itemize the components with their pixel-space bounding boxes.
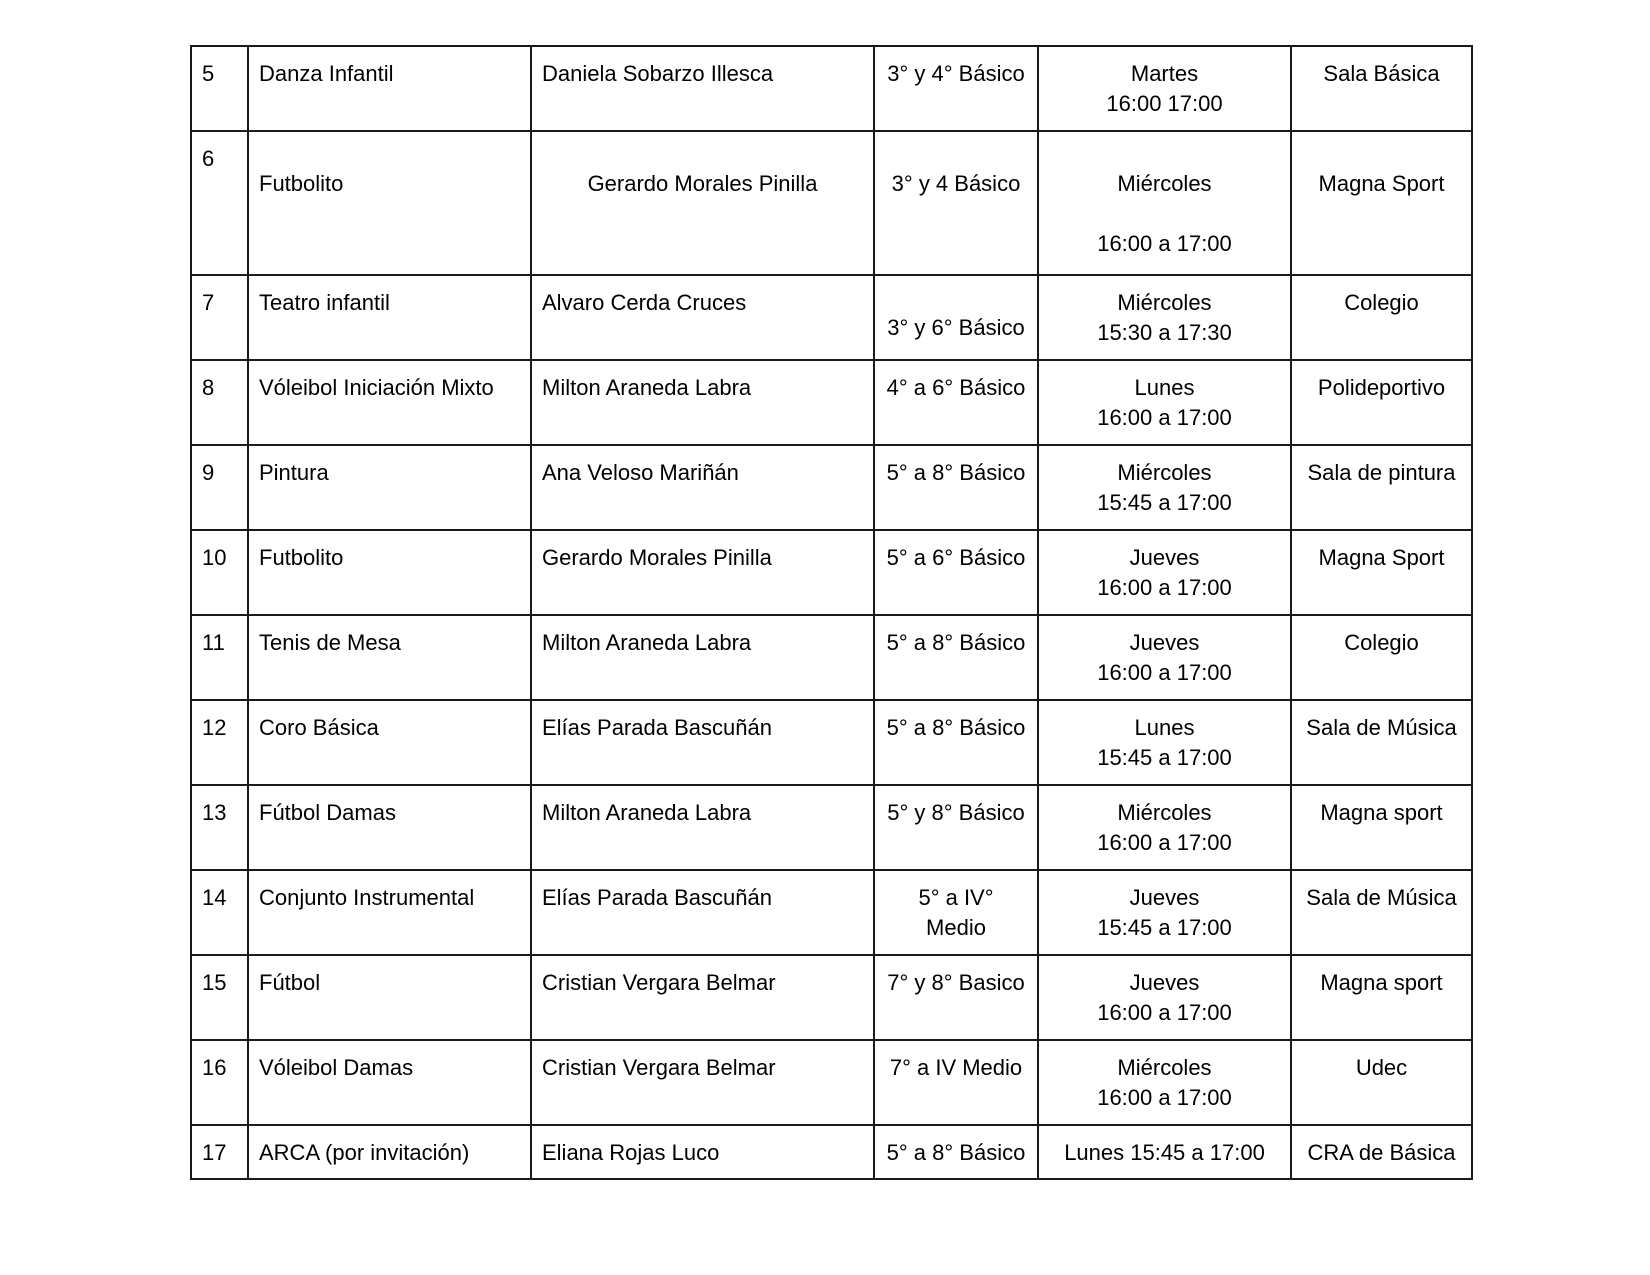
level-text: 3° y 4 Básico — [891, 171, 1021, 196]
schedule-day: Martes — [1130, 61, 1199, 86]
level-cell: 5° a 6° Básico — [874, 530, 1038, 615]
location-cell: Sala de Música — [1291, 700, 1472, 785]
location-text: Magna Sport — [1318, 171, 1445, 196]
table-row — [191, 131, 1472, 275]
schedule-cell — [1038, 1040, 1291, 1125]
level-cell — [874, 275, 1038, 360]
row-number: 9 — [191, 445, 248, 530]
schedule-day: Jueves — [1129, 545, 1200, 570]
schedule-cell — [1038, 360, 1291, 445]
schedule-time: 16:00 a 17:00 — [1097, 1085, 1232, 1110]
table-row — [191, 615, 1472, 700]
schedule-cell — [1038, 46, 1291, 131]
schedule-cell — [1038, 700, 1291, 785]
schedule-day: Miércoles — [1117, 800, 1212, 825]
table-row — [191, 1040, 1472, 1125]
row-number: 13 — [191, 785, 248, 870]
schedule-cell — [1038, 615, 1291, 700]
instructor-cell: Gerardo Morales Pinilla — [531, 530, 874, 615]
schedule-cell — [1038, 445, 1291, 530]
activity-cell: Vóleibol Damas — [248, 1040, 531, 1125]
row-number: 14 — [191, 870, 248, 955]
level-cell — [874, 131, 1038, 275]
level-cell: 5° a 8° Básico — [874, 445, 1038, 530]
location-cell: Colegio — [1291, 275, 1472, 360]
schedule-day: Miércoles — [1117, 1055, 1212, 1080]
table-row — [191, 955, 1472, 1040]
activity-cell: Fútbol Damas — [248, 785, 531, 870]
activity-cell: Vóleibol Iniciación Mixto — [248, 360, 531, 445]
schedule-time: 15:45 a 17:00 — [1097, 915, 1232, 940]
cell-spacer — [542, 144, 863, 169]
location-cell: Polideportivo — [1291, 360, 1472, 445]
level-cell: 4° a 6° Básico — [874, 360, 1038, 445]
schedule-cell: Lunes 15:45 a 17:00 — [1038, 1125, 1291, 1179]
schedule-time: 16:00 a 17:00 — [1097, 575, 1232, 600]
instructor-cell: Ana Veloso Mariñán — [531, 445, 874, 530]
schedule-cell — [1038, 785, 1291, 870]
schedule-day: Jueves — [1129, 630, 1200, 655]
instructor-cell: Daniela Sobarzo Illesca — [531, 46, 874, 131]
instructor-text: Gerardo Morales Pinilla — [587, 171, 818, 196]
table-row — [191, 360, 1472, 445]
level-cell: 5° a 8° Básico — [874, 1125, 1038, 1179]
activity-text: Futbolito — [259, 171, 344, 196]
level-cell: 7° a IV Medio — [874, 1040, 1038, 1125]
table-row — [191, 530, 1472, 615]
level-text: 3° y 6° Básico — [887, 315, 1025, 340]
activity-cell: Conjunto Instrumental — [248, 870, 531, 955]
level-cell: 7° y 8° Basico — [874, 955, 1038, 1040]
activity-cell: Danza Infantil — [248, 46, 531, 131]
cell-spacer — [885, 144, 1027, 169]
location-cell — [1291, 131, 1472, 275]
level-cell — [874, 870, 1038, 955]
table-row — [191, 445, 1472, 530]
instructor-cell: Alvaro Cerda Cruces — [531, 275, 874, 360]
activity-cell: Teatro infantil — [248, 275, 531, 360]
instructor-cell — [531, 131, 874, 275]
level-cell: 5° a 8° Básico — [874, 615, 1038, 700]
row-number: 12 — [191, 700, 248, 785]
cell-spacer — [1049, 199, 1280, 229]
workshop-schedule-table — [190, 45, 1473, 1180]
cell-spacer — [259, 144, 520, 169]
schedule-day: Lunes — [1134, 375, 1195, 400]
level-text: Medio — [926, 915, 986, 940]
table-row — [191, 275, 1472, 360]
instructor-cell: Milton Araneda Labra — [531, 615, 874, 700]
location-cell: Colegio — [1291, 615, 1472, 700]
schedule-day: Miércoles — [1117, 171, 1212, 196]
table-row — [191, 870, 1472, 955]
schedule-time: 15:45 a 17:00 — [1097, 745, 1232, 770]
row-number: 6 — [191, 131, 248, 275]
schedule-table-container — [190, 45, 1473, 1180]
row-number: 15 — [191, 955, 248, 1040]
schedule-time: 15:45 a 17:00 — [1097, 490, 1232, 515]
row-number: 16 — [191, 1040, 248, 1125]
table-row — [191, 46, 1472, 131]
activity-cell: Tenis de Mesa — [248, 615, 531, 700]
schedule-cell — [1038, 870, 1291, 955]
schedule-day: Miércoles — [1117, 460, 1212, 485]
table-row — [191, 700, 1472, 785]
table-row — [191, 1125, 1472, 1179]
schedule-time: 16:00 a 17:00 — [1097, 830, 1232, 855]
instructor-cell: Milton Araneda Labra — [531, 360, 874, 445]
row-number: 7 — [191, 275, 248, 360]
instructor-cell: Eliana Rojas Luco — [531, 1125, 874, 1179]
row-number: 5 — [191, 46, 248, 131]
table-row — [191, 785, 1472, 870]
row-number: 8 — [191, 360, 248, 445]
schedule-cell — [1038, 530, 1291, 615]
activity-cell: Fútbol — [248, 955, 531, 1040]
activity-cell: Coro Básica — [248, 700, 531, 785]
schedule-time: 15:30 a 17:30 — [1097, 320, 1232, 345]
schedule-cell — [1038, 131, 1291, 275]
level-cell: 3° y 4° Básico — [874, 46, 1038, 131]
schedule-time: 16:00 17:00 — [1106, 91, 1223, 116]
location-cell: Sala de Música — [1291, 870, 1472, 955]
location-cell: Magna Sport — [1291, 530, 1472, 615]
schedule-time: 16:00 a 17:00 — [1097, 660, 1232, 685]
instructor-cell: Elías Parada Bascuñán — [531, 870, 874, 955]
cell-spacer — [1302, 144, 1461, 169]
instructor-cell: Cristian Vergara Belmar — [531, 955, 874, 1040]
row-number: 10 — [191, 530, 248, 615]
activity-cell: ARCA (por invitación) — [248, 1125, 531, 1179]
instructor-cell: Cristian Vergara Belmar — [531, 1040, 874, 1125]
schedule-time: 16:00 a 17:00 — [1097, 1000, 1232, 1025]
location-cell: CRA de Básica — [1291, 1125, 1472, 1179]
schedule-time: 16:00 a 17:00 — [1097, 405, 1232, 430]
schedule-day: Jueves — [1129, 885, 1200, 910]
row-number: 17 — [191, 1125, 248, 1179]
location-cell: Magna sport — [1291, 785, 1472, 870]
activity-cell — [248, 131, 531, 275]
cell-spacer — [885, 288, 1027, 313]
schedule-day: Miércoles — [1117, 290, 1212, 315]
activity-cell: Futbolito — [248, 530, 531, 615]
location-cell: Udec — [1291, 1040, 1472, 1125]
schedule-cell — [1038, 275, 1291, 360]
level-text: 5° a IV° — [918, 885, 994, 910]
instructor-cell: Milton Araneda Labra — [531, 785, 874, 870]
location-cell: Sala de pintura — [1291, 445, 1472, 530]
schedule-time: 16:00 a 17:00 — [1097, 231, 1232, 256]
schedule-day: Jueves — [1129, 970, 1200, 995]
cell-spacer — [1049, 144, 1280, 169]
row-number: 11 — [191, 615, 248, 700]
schedule-day: Lunes — [1134, 715, 1195, 740]
level-cell: 5° a 8° Básico — [874, 700, 1038, 785]
schedule-cell — [1038, 955, 1291, 1040]
location-cell: Sala Básica — [1291, 46, 1472, 131]
instructor-cell: Elías Parada Bascuñán — [531, 700, 874, 785]
level-cell: 5° y 8° Básico — [874, 785, 1038, 870]
activity-cell: Pintura — [248, 445, 531, 530]
location-cell: Magna sport — [1291, 955, 1472, 1040]
